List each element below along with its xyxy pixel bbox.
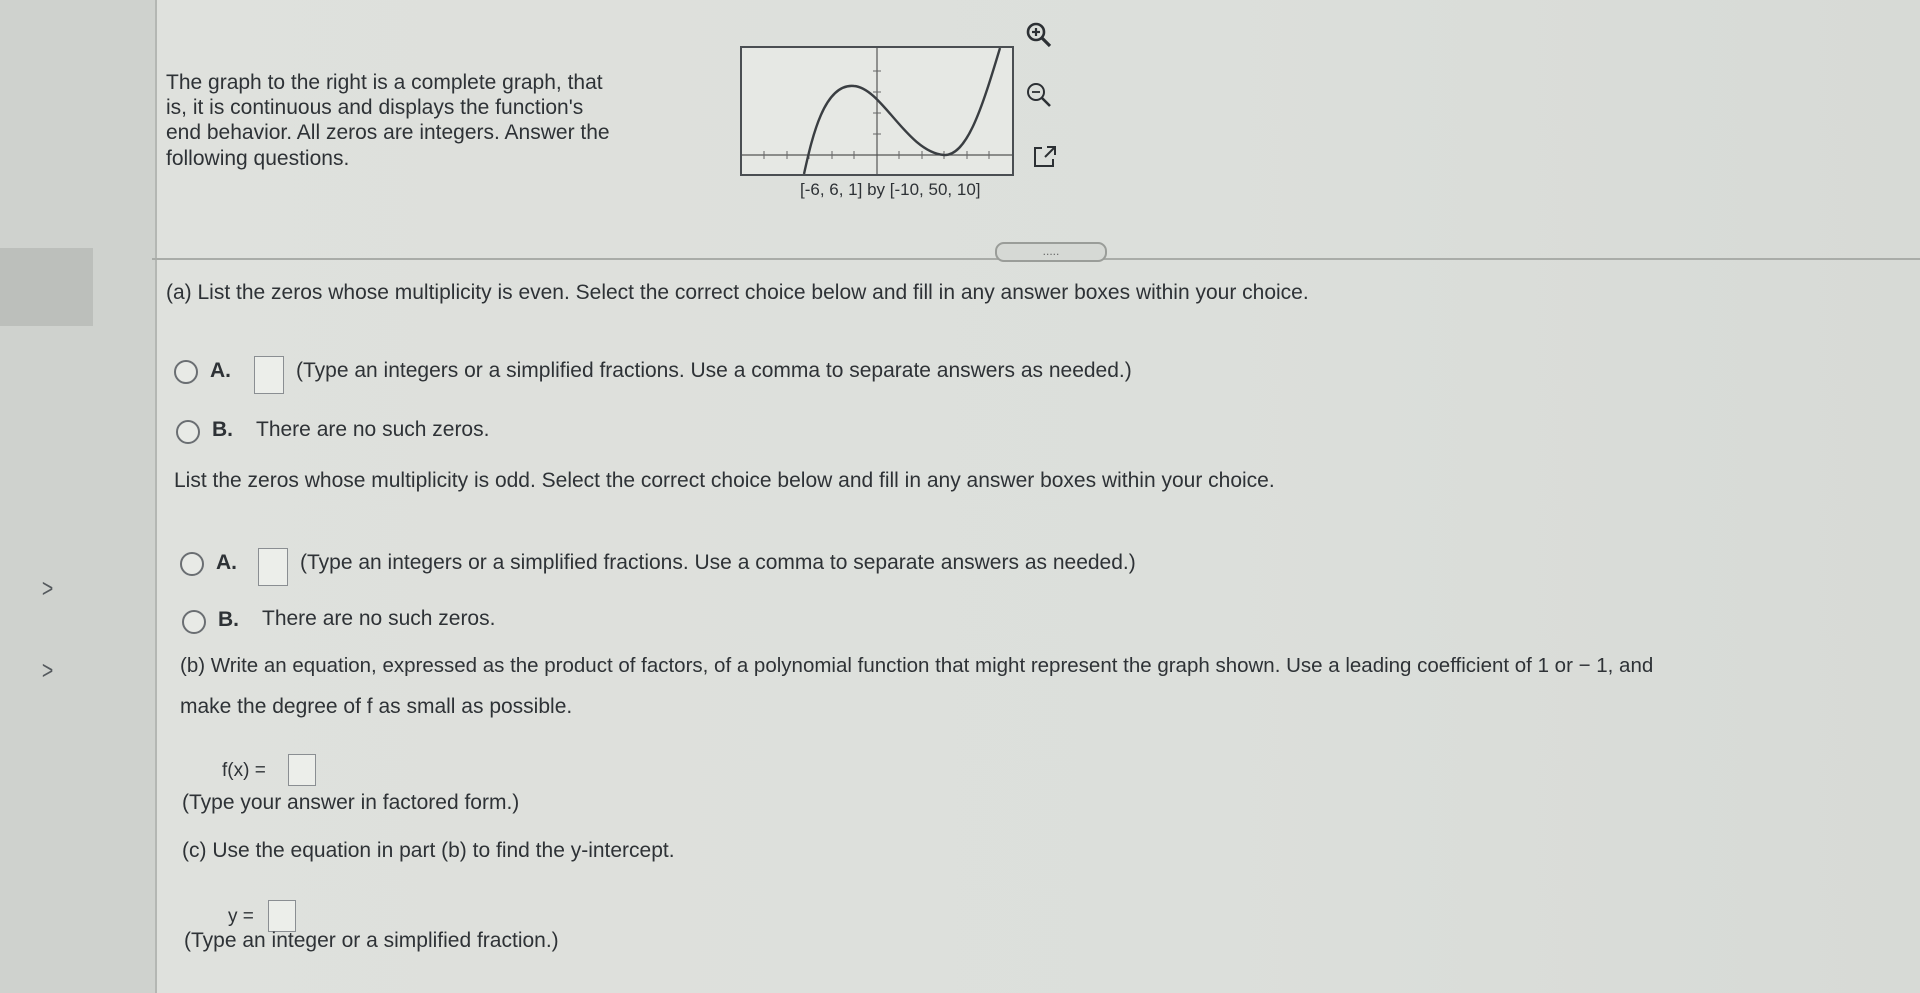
intro-line: The graph to the right is a complete graph, that [166, 71, 603, 94]
odd-option-a-radio[interactable] [180, 552, 204, 576]
rail-highlight [0, 248, 93, 326]
zoom-out-icon[interactable] [1024, 80, 1054, 110]
y-label: y = [228, 906, 254, 927]
even-option-a-radio[interactable] [174, 360, 198, 384]
fx-label: f(x) = [222, 760, 266, 781]
fx-answer-box[interactable] [288, 754, 316, 786]
even-zeros-answer-box[interactable] [254, 356, 284, 394]
left-rail [0, 0, 157, 993]
even-option-b-radio[interactable] [176, 420, 200, 444]
part-a-prompt: (a) List the zeros whose multiplicity is even. Select the correct choice below and fill in any answer boxes within your choice. [166, 281, 1309, 304]
intro-line: following questions. [166, 146, 350, 170]
resize-handle[interactable]: ..... [995, 242, 1107, 262]
even-option-b-letter: B. [212, 418, 233, 441]
even-option-b-text: There are no such zeros. [256, 418, 490, 441]
part-b-hint: (Type your answer in factored form.) [182, 791, 520, 814]
odd-option-b-radio[interactable] [182, 610, 206, 634]
odd-option-b-text: There are no such zeros. [262, 607, 496, 630]
even-option-a-letter: A. [210, 359, 231, 382]
part-b-prompt-line2: make the degree of f as small as possible. [180, 695, 573, 718]
zoom-in-icon[interactable] [1024, 20, 1054, 50]
odd-prompt: List the zeros whose multiplicity is odd. Select the correct choice below and fill in any answer boxes within your choice. [174, 469, 1275, 492]
graph-svg [742, 48, 1012, 174]
graph-window-caption: [-6, 6, 1] by [-10, 50, 10] [800, 180, 981, 199]
odd-option-a-hint: (Type an integers or a simplified fractions. Use a comma to separate answers as needed.) [300, 551, 1136, 574]
part-c-prompt: (c) Use the equation in part (b) to find the y-intercept. [182, 839, 675, 862]
function-graph [740, 46, 1014, 176]
intro-text [166, 70, 696, 171]
odd-option-b-letter: B. [218, 608, 239, 631]
intro-line: end behavior. All zeros are integers. Answer the [166, 121, 610, 145]
expand-arrow-icon[interactable]: > [41, 573, 54, 603]
external-link-icon[interactable] [1030, 142, 1060, 172]
odd-option-a-letter: A. [216, 551, 237, 574]
part-c-hint: (Type an integer or a simplified fraction.) [184, 929, 559, 952]
part-b-prompt: (b) Write an equation, expressed as the product of factors, of a polynomial function that might represent the graph shown. Use a leading coefficient of 1 or − 1, and [180, 654, 1654, 677]
even-option-a-hint: (Type an integers or a simplified fractions. Use a comma to separate answers as needed.) [296, 359, 1132, 382]
odd-zeros-answer-box[interactable] [258, 548, 288, 586]
intro-line: is, it is continuous and displays the function's [166, 96, 584, 120]
expand-arrow-icon[interactable]: > [41, 655, 54, 685]
